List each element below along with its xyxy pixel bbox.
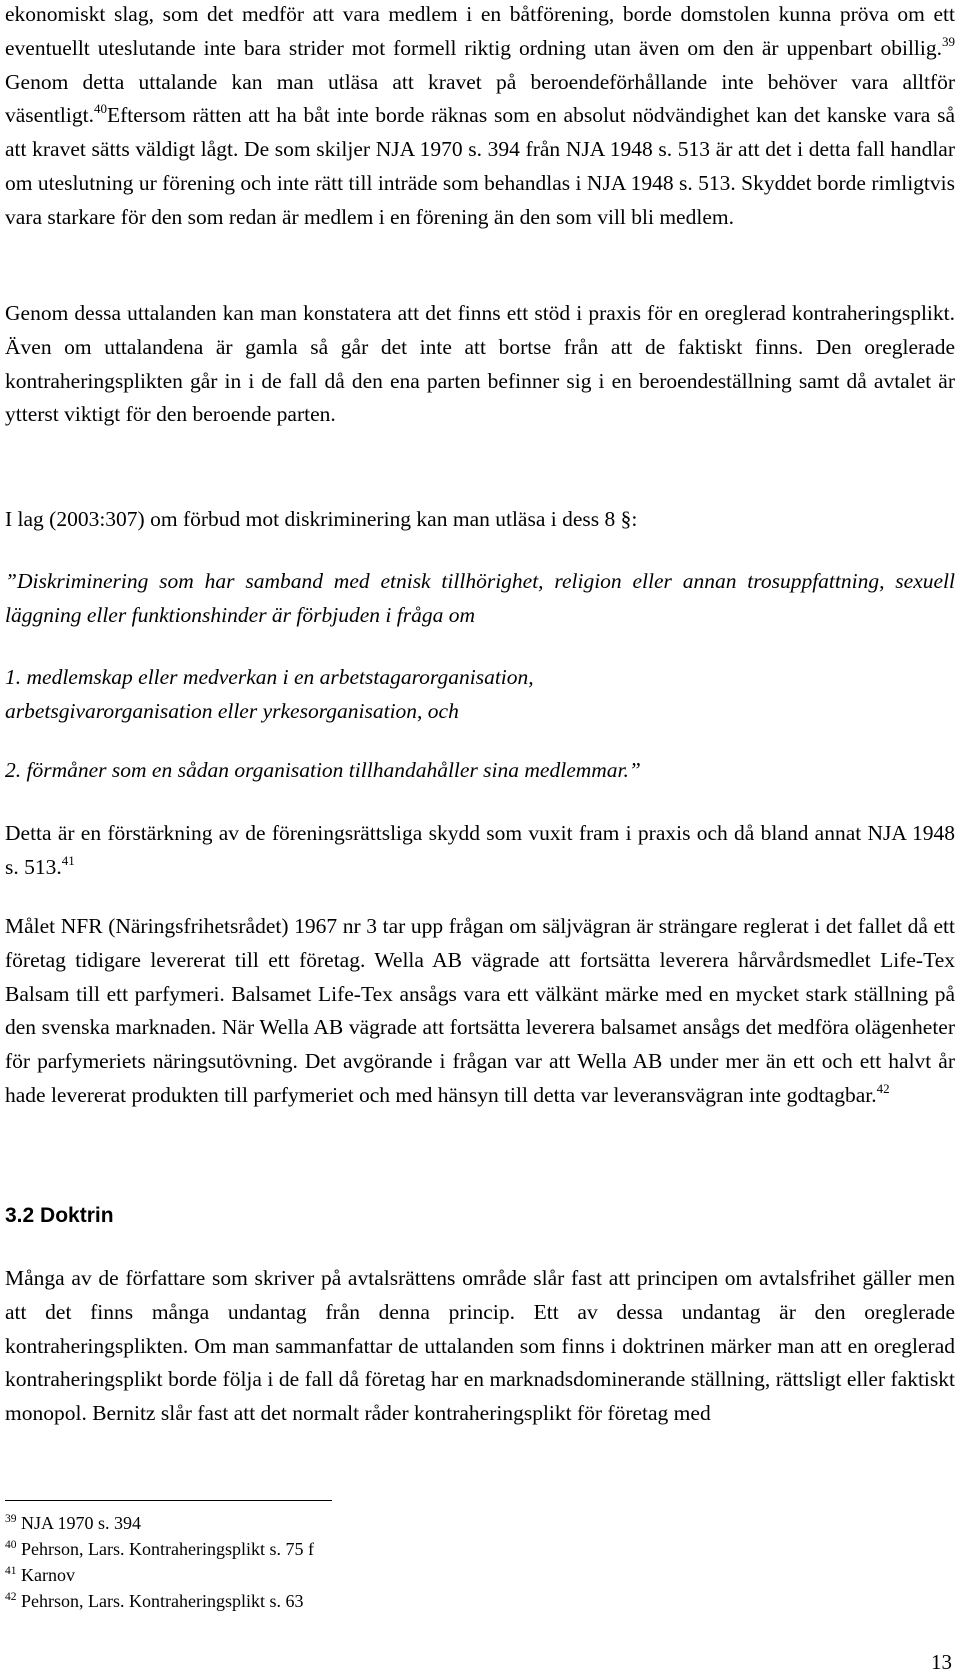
paragraph-5-text: Målet NFR (Näringsfrihetsrådet) 1967 nr 3 tar upp frågan om säljvägran är strängare reglerat i det fallet då ett företag tidigare levererat till ett företag. Wella AB vägrade att fortsätta leverera hårvårdsmedlet Life-Tex Balsam till ett parfymeri. Balsamet Life-Tex ansågs vara ett välkänt märke med en mycket stark ställning på den svenska marknaden. När Wella AB vägrade att fortsätta leverera balsamet ansågs det medföra olägenheter för parfymeriets näringsutövning. Det avgörande i frågan var att Wella AB under mer än ett och ett halvt år hade levererat produkten till parfymeriet och med hänsyn till detta var leveransvägran inte godtagbar.: [5, 914, 955, 1107]
footnote-item: [5, 1510, 314, 1536]
footnote-ref-42: 42: [876, 1080, 890, 1096]
paragraph-1-text-b: Genom detta uttalande kan man utläsa att kravet på beroendeförhållande inte behöver vara alltför väsentligt.: [5, 69, 955, 128]
paragraph-2: Genom dessa uttalanden kan man konstatera att det finns ett stöd i praxis för en oreglerad kontraheringsplikt. Även om uttalandena är gamla så går det inte att bortse från att de faktiskt finns. Den oreglerade kontraheringsplikten går in i de fall då den ena parten befinner sig i en beroendeställning samt då avtalet är ytterst viktigt för den beroende parten.: [5, 301, 955, 427]
quote-3: 2. förmåner som en sådan organisation tillhandahåller sina medlemmar.”: [5, 758, 641, 782]
footnote-ref-41: 41: [61, 852, 75, 868]
footnote-ref-39: 39: [942, 33, 955, 49]
paragraph-1-text-a: ekonomiskt slag, som det medför att vara medlem i en båtförening, borde domstolen kunna pröva om ett eventuellt uteslutande inte bara strider mot formell riktig ordning utan även om den är uppenbart obillig.: [5, 2, 955, 60]
paragraph-4-text: Detta är en förstärkning av de föreningsrättsliga skydd som vuxit fram i praxis och då bland annat NJA 1948 s. 513.: [5, 821, 955, 879]
footnote-item: [5, 1588, 314, 1614]
quote-2: 1. medlemskap eller medverkan i en arbetstagarorganisation, arbetsgivarorganisation eller yrkesorganisation, och: [5, 665, 534, 723]
section-heading: 3.2 Doktrin: [5, 1204, 114, 1227]
footnote-item: [5, 1562, 314, 1588]
footnote-text: Karnov: [16, 1565, 75, 1585]
paragraph-6: Många av de författare som skriver på avtalsrättens område slår fast att principen om avtalsfrihet gäller men att det finns många undantag från denna princip. Ett av dessa undantag är den oreglerade kontraheringsplikten. Om man sammanfattar de uttalanden som finns i doktrinen märker man att en oreglerad kontraheringsplikt borde följa i de fall då företag har en marknadsdominerande ställning, rättsligt eller faktiskt monopol. Bernitz slår fast att det normalt råder kontraheringsplikt för företag med: [5, 1266, 955, 1426]
footnote-text: NJA 1970 s. 394: [16, 1513, 142, 1533]
paragraph-1: [5, 0, 955, 235]
paragraph-3: I lag (2003:307) om förbud mot diskriminering kan man utläsa i dess 8 §:: [5, 507, 638, 531]
paragraph-5: [5, 910, 955, 1113]
footnote-number: 41: [5, 1565, 17, 1577]
footnote-item: [5, 1536, 314, 1562]
footnote-text: Pehrson, Lars. Kontraheringsplikt s. 63: [16, 1591, 304, 1611]
footnote-number: 42: [5, 1591, 17, 1603]
footnote-ref-40: 40: [93, 101, 107, 117]
footnotes: [5, 1510, 314, 1614]
footnote-text: Pehrson, Lars. Kontraheringsplikt s. 75 f: [16, 1539, 314, 1559]
footnote-number: 39: [5, 1513, 17, 1525]
paragraph-4: [5, 817, 955, 885]
quote-1: ”Diskriminering som har samband med etnisk tillhörighet, religion eller annan trosuppfattning, sexuell läggning eller funktionshinder är förbjuden i fråga om: [5, 569, 955, 627]
footnote-separator: [5, 1500, 332, 1501]
footnote-number: 40: [5, 1539, 17, 1551]
page-number: 13: [931, 1650, 952, 1674]
paragraph-1-text-c: Eftersom rätten att ha båt inte borde räknas som en absolut nödvändighet kan det kanske vara så att kravet sätts väldigt lågt. De som skiljer NJA 1970 s. 394 från NJA 1948 s. 513 är att det i detta fall handlar om uteslutning ur förening och inte rätt till inträde som behandlas i NJA 1948 s. 513. Skyddet borde rimligtvis vara starkare för den som redan är medlem i en förening än den som vill bli medlem.: [5, 103, 955, 229]
